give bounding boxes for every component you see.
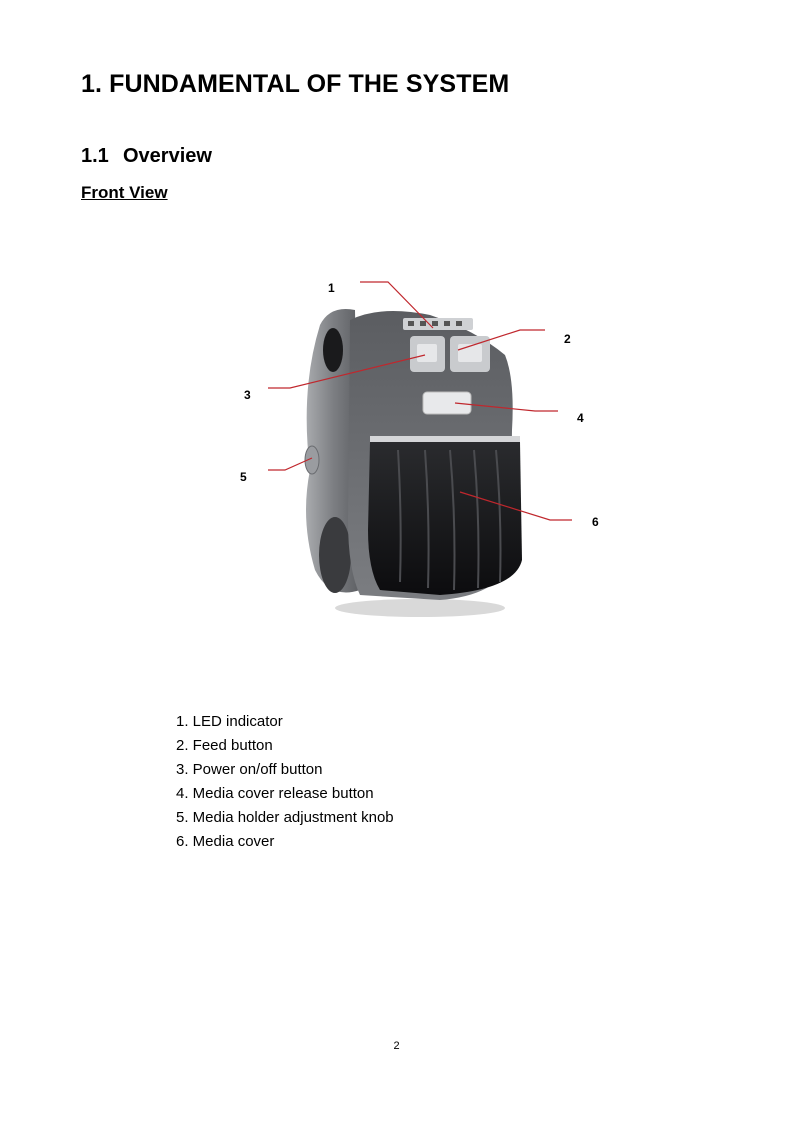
callout-2: 2 <box>564 332 571 346</box>
legend-item: 2. Feed button <box>176 737 273 754</box>
release-button-shape <box>423 392 471 414</box>
component-legend <box>176 710 394 854</box>
front-view-heading: Front View <box>81 183 168 202</box>
legend-item: 6. Media cover <box>176 833 275 850</box>
subsection-number: 1.1 <box>81 145 109 167</box>
section-heading: 1. FUNDAMENTAL OF THE SYSTEM <box>81 70 510 98</box>
callout-3: 3 <box>244 388 251 402</box>
legend-item: 4. Media cover release button <box>176 785 374 802</box>
callout-1: 1 <box>328 281 335 295</box>
paper-exit-slot <box>370 436 520 442</box>
media-cover-shape <box>368 442 522 595</box>
strap-hole-top <box>323 328 343 372</box>
subsection-heading <box>81 145 212 168</box>
strap-hole-bottom <box>319 517 351 593</box>
printer-illustration <box>230 270 610 630</box>
callout-5: 5 <box>240 470 247 484</box>
printer-front-view-figure <box>230 270 610 630</box>
legend-item: 5. Media holder adjustment knob <box>176 809 394 826</box>
legend-item: 1. LED indicator <box>176 713 283 730</box>
page-number: 2 <box>393 1040 400 1052</box>
device-shadow <box>335 599 505 617</box>
subsection-title: Overview <box>123 145 212 167</box>
callout-6: 6 <box>592 515 599 529</box>
callout-4: 4 <box>577 411 584 425</box>
legend-item: 3. Power on/off button <box>176 761 323 778</box>
